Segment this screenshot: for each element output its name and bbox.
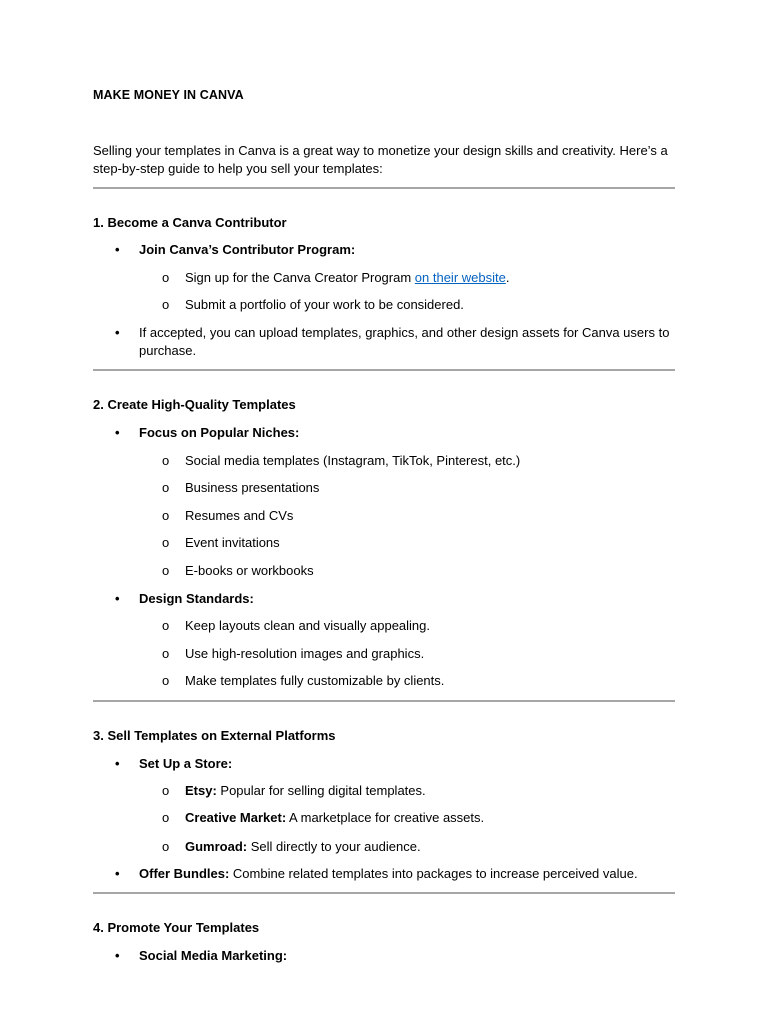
bullet-icon: •	[115, 242, 120, 257]
canva-website-link[interactable]: on their website	[414, 270, 506, 285]
sub-bullet-icon: o	[162, 508, 170, 523]
bullet-icon: •	[115, 756, 120, 771]
sub-list-item-text: Keep layouts clean and visually appealing.	[185, 618, 431, 633]
section-heading-1: 1. Become a Canva Contributor	[93, 215, 287, 230]
sub-bullet-icon: o	[162, 297, 170, 312]
section-heading-3: 3. Sell Templates on External Platforms	[93, 728, 336, 743]
sub-bullet-icon: o	[162, 480, 170, 495]
sub-list-item-text	[185, 269, 675, 287]
sub-bullet-icon: o	[162, 563, 170, 578]
platform-name: Etsy:	[185, 783, 217, 798]
horizontal-rule	[93, 187, 675, 189]
sub-bullet-icon: o	[162, 453, 170, 468]
sub-list-item-text: Resumes and CVs	[185, 508, 294, 523]
document-title: MAKE MONEY IN CANVA	[93, 88, 244, 102]
list-item-label: Set Up a Store:	[139, 756, 233, 771]
sub-item-punct: .	[505, 270, 510, 285]
section-heading-2: 2. Create High-Quality Templates	[93, 397, 296, 412]
list-item-label: Offer Bundles:	[139, 866, 230, 881]
sub-bullet-icon: o	[162, 810, 170, 825]
sub-bullet-icon: o	[162, 618, 170, 633]
sub-bullet-icon: o	[162, 839, 170, 854]
sub-list-item-text: E-books or workbooks	[185, 563, 314, 578]
sub-bullet-icon: o	[162, 673, 170, 688]
list-item-label: Design Standards:	[139, 591, 254, 606]
sub-list-item-text: Event invitations	[185, 535, 280, 550]
list-item-text: If accepted, you can upload templates, graphics, and other design assets for Canva users to purchase.	[139, 325, 670, 358]
sub-list-item-text	[185, 809, 675, 827]
bullet-icon: •	[115, 591, 120, 606]
sub-list-item-text	[185, 782, 675, 800]
section-heading-4: 4. Promote Your Templates	[93, 920, 260, 935]
sub-list-item-text: Business presentations	[185, 480, 320, 495]
sub-list-item-text	[185, 838, 675, 856]
sub-bullet-icon: o	[162, 783, 170, 798]
sub-bullet-icon: o	[162, 270, 170, 285]
sub-bullet-icon: o	[162, 535, 170, 550]
sub-list-item-text: Use high-resolution images and graphics.	[185, 646, 425, 661]
bullet-icon: •	[115, 866, 120, 881]
bullet-icon: •	[115, 948, 120, 963]
bullet-icon: •	[115, 425, 120, 440]
sub-list-item-text: Submit a portfolio of your work to be considered.	[185, 297, 464, 312]
sub-list-item-text: Make templates fully customizable by clients.	[185, 673, 445, 688]
platform-desc: Popular for selling digital templates.	[216, 783, 426, 798]
platform-name: Gumroad:	[185, 839, 248, 854]
horizontal-rule	[93, 700, 675, 702]
list-item-label: Social Media Marketing:	[139, 948, 288, 963]
platform-desc: Sell directly to your audience.	[247, 839, 421, 854]
platform-desc: A marketplace for creative assets.	[286, 810, 485, 825]
sub-list-item-text: Social media templates (Instagram, TikTok, Pinterest, etc.)	[185, 453, 521, 468]
sub-bullet-icon: o	[162, 646, 170, 661]
bullet-icon: •	[115, 325, 120, 340]
list-item-desc: Combine related templates into packages to increase perceived value.	[229, 866, 638, 881]
platform-name: Creative Market:	[185, 810, 287, 825]
horizontal-rule	[93, 369, 675, 371]
list-item-label: Focus on Popular Niches:	[139, 425, 300, 440]
list-item-label: Join Canva’s Contributor Program:	[139, 242, 356, 257]
sub-item-text: Sign up for the Canva Creator Program	[185, 270, 415, 285]
intro-paragraph: Selling your templates in Canva is a great way to monetize your design skills and creativity. Here’s a step-by-step guide to help you sell your templates:	[93, 143, 668, 176]
list-item-text	[139, 865, 675, 883]
horizontal-rule	[93, 892, 675, 894]
